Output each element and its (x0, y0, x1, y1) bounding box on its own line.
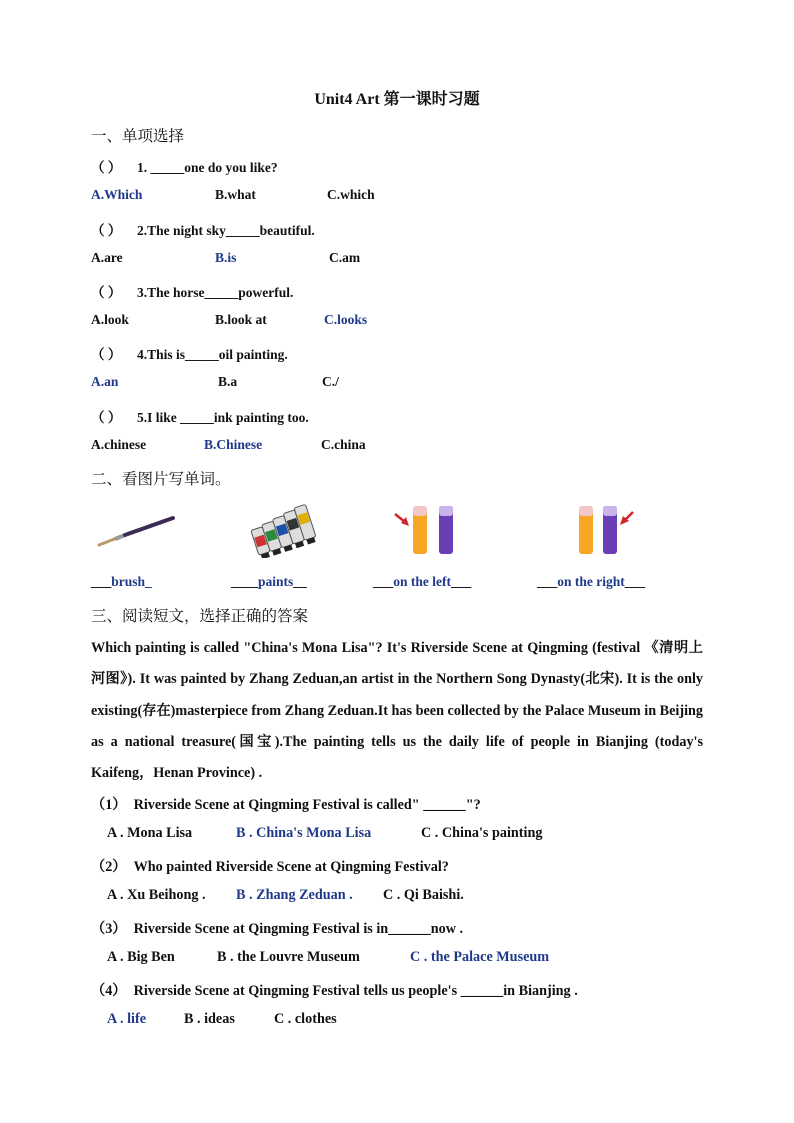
option-a[interactable]: A . Mona Lisa (107, 825, 193, 841)
option-b[interactable]: B.is (215, 250, 237, 265)
picture-row (91, 500, 731, 560)
option-a[interactable]: A . Big Ben (107, 949, 175, 965)
option-c[interactable]: C . clothes (274, 1011, 337, 1027)
option-a[interactable]: A.an (91, 374, 119, 389)
option-c[interactable]: C.which (327, 187, 375, 202)
option-a[interactable]: A . life (107, 1011, 147, 1027)
answer-blank[interactable]: （ ） (91, 347, 122, 362)
question-stem: 4.This is_____oil painting. (137, 347, 288, 362)
answer-on-the-left: ___on the left___ (373, 574, 472, 589)
reading-question-2: （2） Who painted Riverside Scene at Qingming Festival? (91, 859, 449, 875)
option-b[interactable]: B . Zhang Zeduan . (236, 887, 353, 903)
option-a[interactable]: A.look (91, 312, 129, 327)
option-c[interactable]: C . Qi Baishi. (383, 887, 464, 903)
reading-question-4: （4） Riverside Scene at Qingming Festival tells us people's ______in Bianjing . (91, 983, 578, 999)
option-b[interactable]: B . China's Mona Lisa (236, 825, 372, 841)
option-b[interactable]: B . the Louvre Museum (217, 949, 360, 965)
question-stem: 2.The night sky_____beautiful. (137, 223, 315, 238)
answer-blank[interactable]: （ ） (91, 160, 122, 175)
section-heading-1: 一、单项选择 (91, 127, 185, 145)
brush-icon (95, 512, 177, 552)
question-stem: 1. _____one do you like? (137, 160, 278, 175)
page-title: Unit4 Art 第一课时习题 (314, 91, 480, 108)
option-c[interactable]: C.china (321, 437, 366, 452)
section-heading-3: 三、阅读短文，选择正确的答案 (91, 607, 309, 625)
option-b[interactable]: B . ideas (184, 1011, 235, 1027)
section-heading-2: 二、看图片写单词。 (91, 470, 231, 488)
option-b[interactable]: B.Chinese (204, 437, 263, 452)
option-b[interactable]: B.a (218, 374, 238, 389)
option-b[interactable]: B.what (215, 187, 256, 202)
option-c[interactable]: C . the Palace Museum (410, 949, 550, 965)
option-c[interactable]: C./ (322, 374, 339, 389)
answer-blank[interactable]: （ ） (91, 410, 122, 425)
answer-paints: ____paints__ (231, 574, 307, 589)
right-arrow-icon (575, 502, 645, 558)
question-stem: 3.The horse_____powerful. (137, 285, 294, 300)
reading-passage: Which painting is called "China's Mona Lisa"? It's Riverside Scene at Qingming (festival 《清明上河图》). It was painted by Zhang Zeduan,an artist in the Northern Song Dynasty(北宋). It is the only existing(存在)masterpiece from Zhang Zeduan.It has been collected by the Palace Museum in Beijing as a national treasure(国宝).The painting tells us the daily life of people in Bianjing (today's Kaifeng，Henan Province) . (91, 640, 703, 782)
answer-blank[interactable]: （ ） (91, 223, 122, 238)
reading-question-3: （3） Riverside Scene at Qingming Festival is in______now . (91, 921, 464, 937)
answer-brush: ___brush_ (91, 574, 152, 589)
option-a[interactable]: A.are (91, 250, 123, 265)
reading-question-1: （1） Riverside Scene at Qingming Festival is called" ______"? (91, 797, 481, 813)
left-arrow-icon (391, 502, 461, 558)
option-c[interactable]: C.am (329, 250, 361, 265)
paint-tubes-icon (245, 502, 327, 558)
option-a[interactable]: A.chinese (91, 437, 147, 452)
answer-blank[interactable]: （ ） (91, 285, 122, 300)
answer-on-the-right: ___on the right___ (537, 574, 645, 589)
option-c[interactable]: C.looks (324, 312, 368, 327)
option-a[interactable]: A . Xu Beihong . (107, 887, 206, 903)
question-stem: 5.I like _____ink painting too. (137, 410, 309, 425)
option-a[interactable]: A.Which (91, 187, 143, 202)
option-c[interactable]: C . China's painting (421, 825, 543, 841)
option-b[interactable]: B.look at (215, 312, 267, 327)
